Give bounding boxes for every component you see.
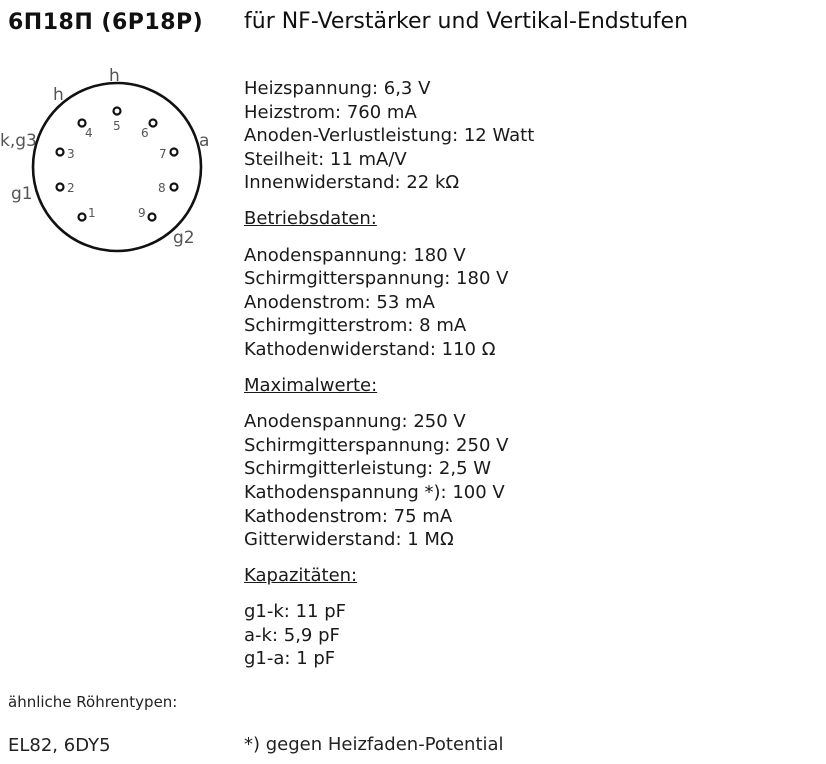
spec-line: g1-a: 1 pF <box>244 648 336 670</box>
pin-number-8: 8 <box>158 181 166 195</box>
tube-application: für NF-Verstärker und Vertikal-Endstufen <box>244 9 689 34</box>
pin-label-k-g3: k,g3 <box>0 131 37 151</box>
pin-number-5: 5 <box>113 119 121 133</box>
footnote: *) gegen Heizfaden-Potential <box>244 734 504 755</box>
spec-line: Kathodenspannung *): 100 V <box>244 481 505 503</box>
pin-number-7: 7 <box>159 147 167 161</box>
similar-types-label: ähnliche Röhrentypen: <box>8 693 178 711</box>
spec-line: Anodenspannung: 250 V <box>244 411 466 433</box>
spec-line: Heizstrom: 760 mA <box>244 101 417 123</box>
pin-number-3: 3 <box>67 147 75 161</box>
pin-label-h-top: h <box>109 66 120 86</box>
spec-line: Anoden-Verlustleistung: 12 Watt <box>244 125 535 147</box>
pin-number-4: 4 <box>85 126 93 140</box>
kapazitaeten-heading: Kapazitäten: <box>244 565 358 587</box>
pin-hole-8 <box>171 184 178 191</box>
pin-hole-2 <box>57 184 64 191</box>
betriebsdaten-heading: Betriebsdaten: <box>244 208 377 230</box>
spec-line: Schirmgitterleistung: 2,5 W <box>244 458 492 480</box>
pin-hole-9 <box>149 214 156 221</box>
pin-number-1: 1 <box>88 206 96 220</box>
similar-types-list: EL82, 6DY5 <box>8 735 111 756</box>
spec-line: Steilheit: 11 mA/V <box>244 148 407 170</box>
pin-number-2: 2 <box>67 181 75 195</box>
spec-line: Innenwiderstand: 22 kΩ <box>244 172 460 194</box>
pin-hole-6 <box>150 120 157 127</box>
pin-label-g2: g2 <box>173 228 195 248</box>
pin-number-9: 9 <box>138 206 146 220</box>
tube-title: 6П18П (6Р18Р) <box>8 10 204 35</box>
spec-line: Schirmgitterspannung: 180 V <box>244 268 509 290</box>
ratings-block <box>244 77 814 195</box>
spec-line: Schirmgitterstrom: 8 mA <box>244 315 467 337</box>
pin-hole-7 <box>171 149 178 156</box>
specifications <box>244 77 814 671</box>
pin-hole-3 <box>57 149 64 156</box>
betriebsdaten-block <box>244 244 814 362</box>
pin-hole-1 <box>79 214 86 221</box>
spec-line: Kathodenstrom: 75 mA <box>244 505 453 527</box>
spec-line: a-k: 5,9 pF <box>244 624 340 646</box>
maximalwerte-heading: Maximalwerte: <box>244 375 378 397</box>
spec-line: Schirmgitterspannung: 250 V <box>244 434 509 456</box>
spec-line: Anodenstrom: 53 mA <box>244 291 435 313</box>
spec-line: Heizspannung: 6,3 V <box>244 78 431 99</box>
maximalwerte-block <box>244 410 814 552</box>
spec-line: g1-k: 11 pF <box>244 601 346 623</box>
kapazitaeten-block <box>244 600 814 671</box>
pin-label-g1: g1 <box>11 184 33 204</box>
pin-label-a: a <box>199 131 210 151</box>
pin-hole-5 <box>114 108 121 115</box>
pin-number-6: 6 <box>141 126 149 140</box>
spec-line: Anodenspannung: 180 V <box>244 244 466 266</box>
pin-diagram <box>0 60 240 260</box>
pin-label-h-left: h <box>53 85 64 105</box>
spec-line: Gitterwiderstand: 1 MΩ <box>244 529 454 551</box>
spec-line: Kathodenwiderstand: 110 Ω <box>244 338 496 360</box>
